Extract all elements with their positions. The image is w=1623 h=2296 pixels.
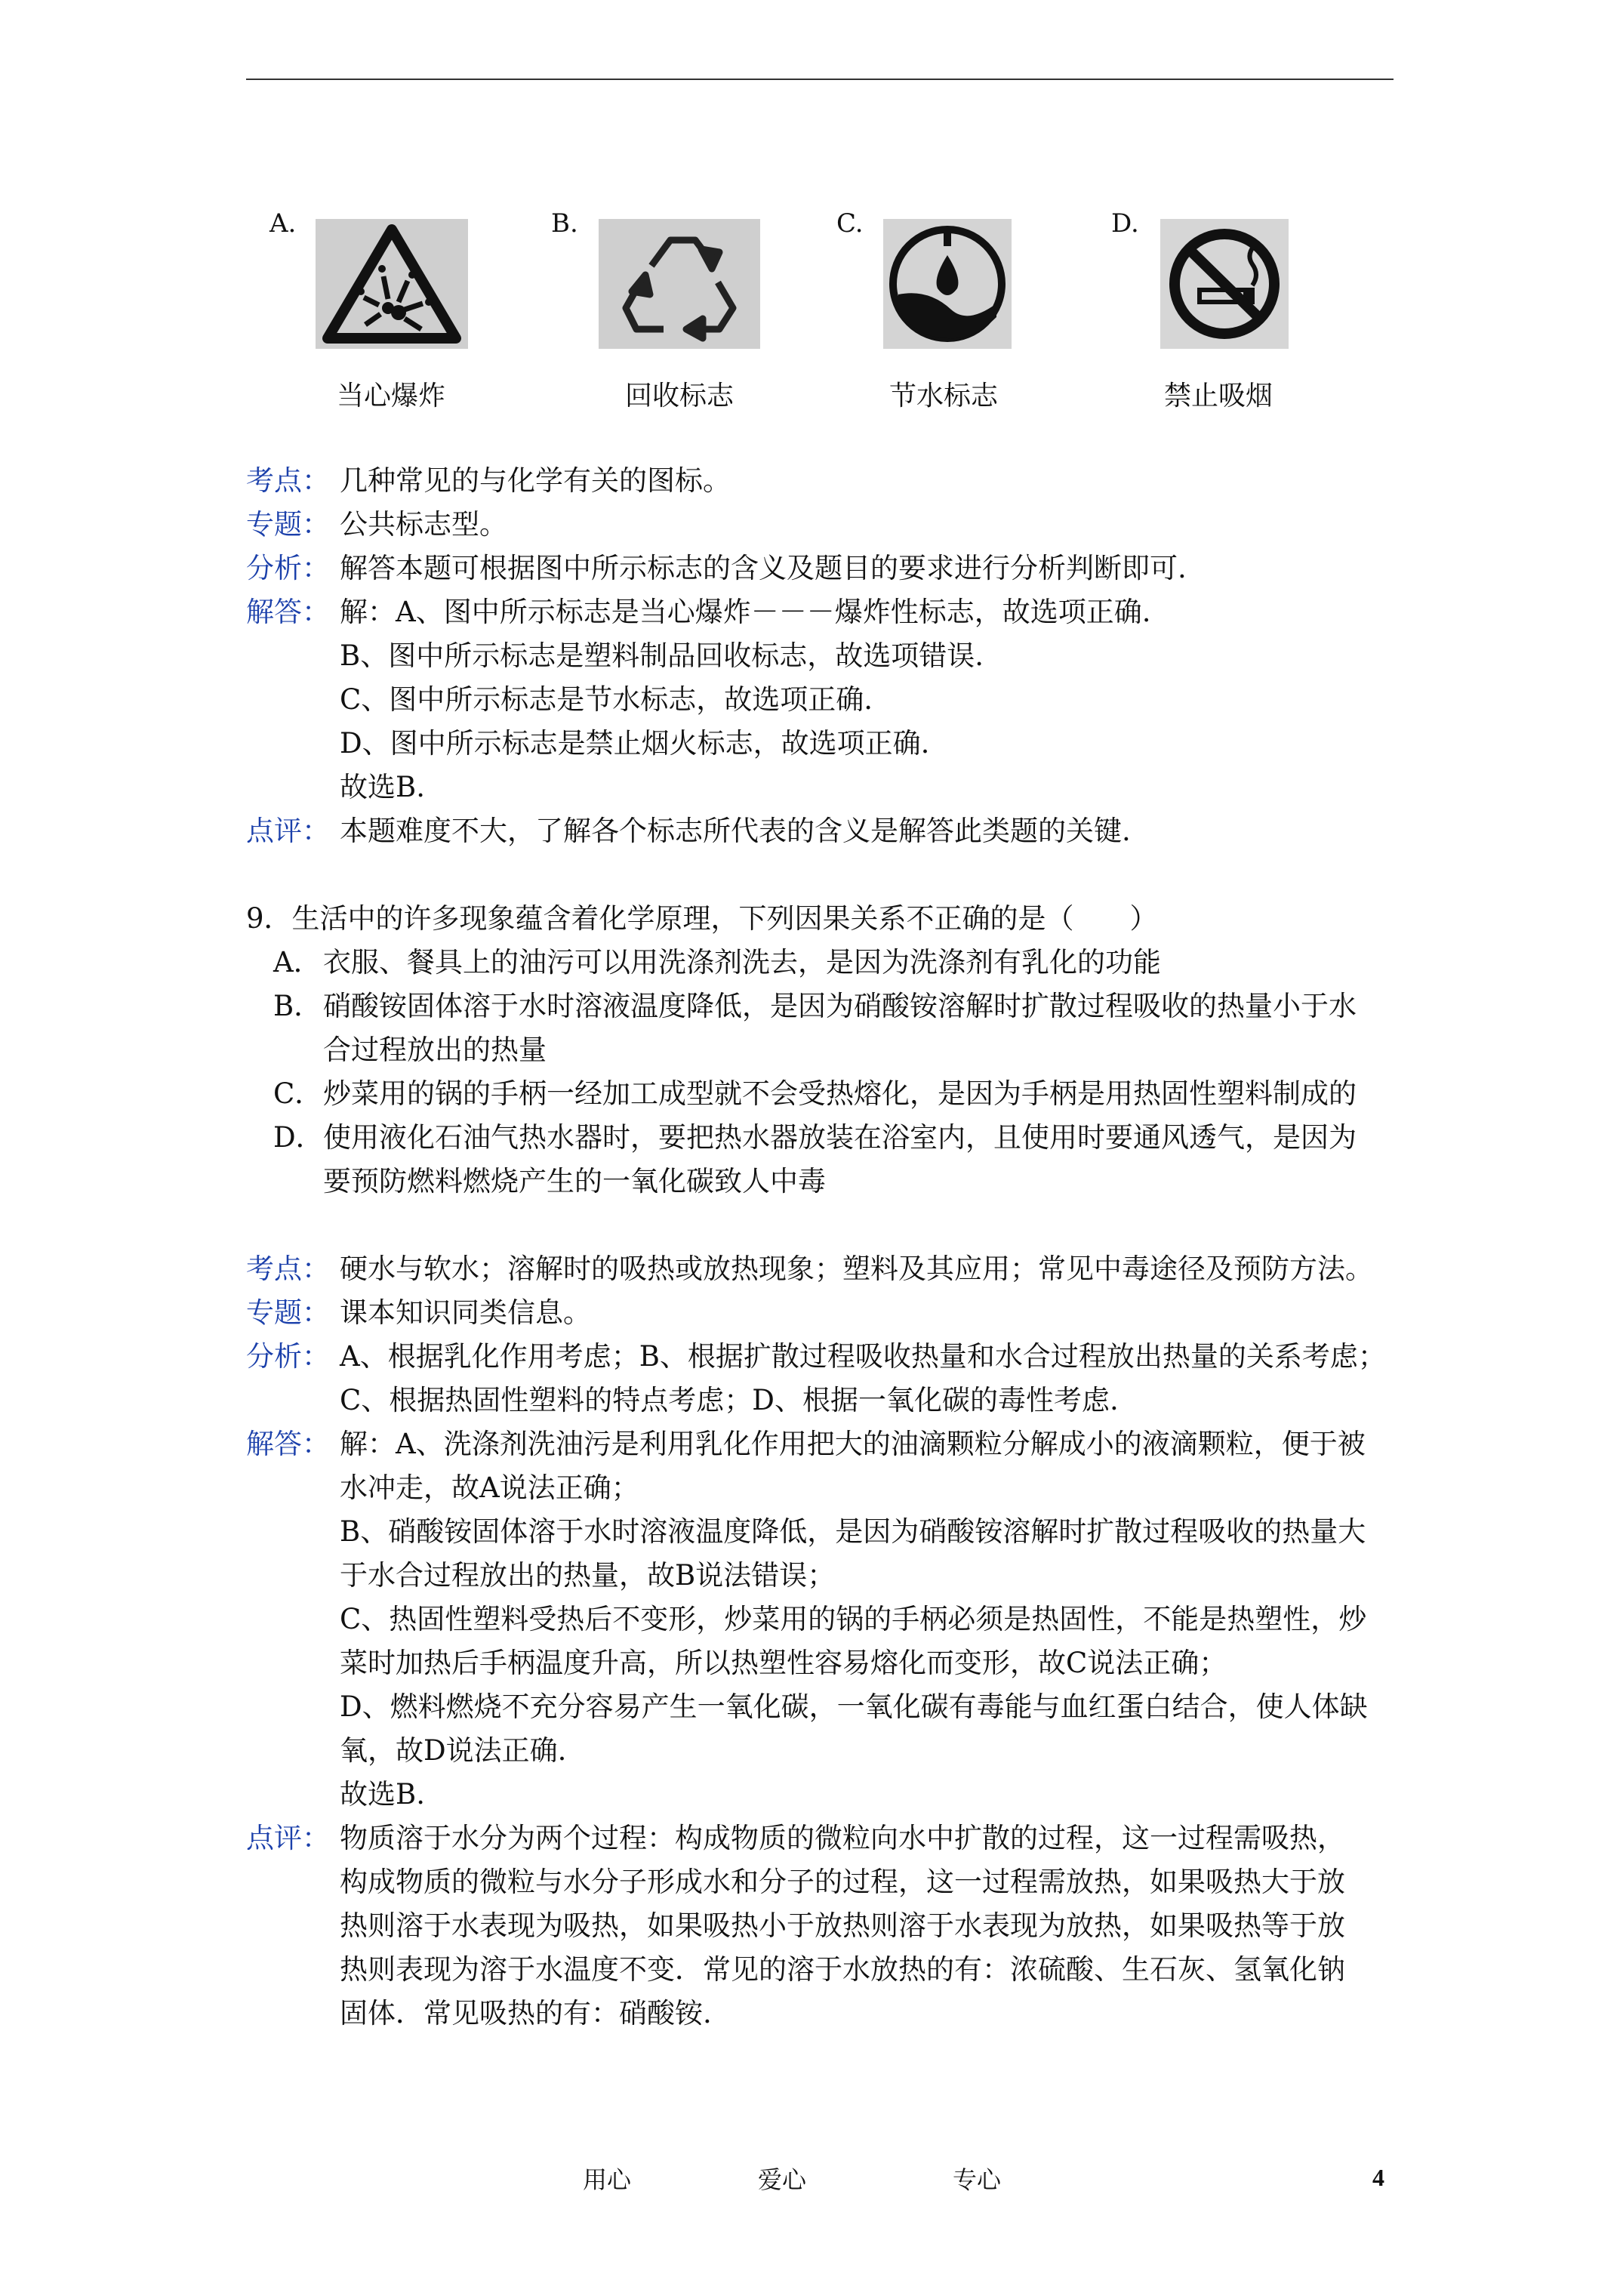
- q8-dianping-label: 点评：: [246, 815, 330, 847]
- q9-choice-a-letter: A．: [273, 946, 322, 978]
- q9-choice-d-letter: D．: [273, 1121, 324, 1154]
- footer-item-zhuanxin: 专心: [953, 2165, 1002, 2194]
- footer-item-yongxin: 用心: [583, 2165, 632, 2194]
- q9-fenxi-line-2: C、根据热固性塑料的特点考虑；D、根据一氧化碳的毒性考虑.: [340, 1384, 1119, 1416]
- q9-jieda-line-1: 解：A、洗涤剂洗油污是利用乳化作用把大的油滴颗粒分解成小的液滴颗粒，便于被: [340, 1428, 1366, 1460]
- q9-jieda-line-2: 水冲走，故A说法正确；: [340, 1472, 639, 1504]
- q9-choice-c-text: 炒菜用的锅的手柄一经加工成型就不会受热熔化，是因为手柄是用热固性塑料制成的: [323, 1077, 1357, 1110]
- q9-choice-c-letter: C．: [273, 1077, 323, 1110]
- q8-zhuanti-text: 公共标志型。: [340, 508, 507, 541]
- option-d-letter: D.: [1111, 208, 1139, 239]
- option-b-caption: 回收标志: [624, 381, 734, 411]
- q9-dianping-line-2: 构成物质的微粒与水分子形成水和分子的过程，这一过程需放热，如果吸热大于放: [340, 1866, 1345, 1898]
- q8-kaodian-label: 考点：: [246, 464, 330, 497]
- q9-dianping-line-1: 物质溶于水分为两个过程：构成物质的微粒向水中扩散的过程，这一过程需吸热，: [340, 1822, 1345, 1854]
- q9-dianping-line-4: 热则表现为溶于水温度不变．常见的溶于水放热的有：浓硫酸、生石灰、氢氧化钠: [340, 1953, 1345, 1986]
- q9-jieda-line-9: 故选B.: [340, 1778, 425, 1811]
- q9-dianping-label: 点评：: [246, 1822, 330, 1854]
- header-rule: [246, 79, 1394, 80]
- q9-choice-b-text-2: 合过程放出的热量: [323, 1034, 547, 1066]
- q9-zhuanti-text: 课本知识同类信息。: [340, 1296, 591, 1329]
- no-smoking-icon: [1160, 219, 1289, 349]
- q9-jieda-line-7: D、燃料燃烧不充分容易产生一氧化碳，一氧化碳有毒能与血红蛋白结合，使人体缺: [340, 1690, 1368, 1723]
- q9-jieda-line-4: 于水合过程放出的热量，故B说法错误；: [340, 1559, 836, 1592]
- q8-jieda-line-2: B、图中所示标志是塑料制品回收标志，故选项错误.: [340, 639, 984, 672]
- q8-dianping-text: 本题难度不大，了解各个标志所代表的含义是解答此类题的关键.: [340, 815, 1131, 847]
- option-a-letter: A.: [269, 208, 297, 239]
- option-c-caption: 节水标志: [888, 381, 998, 411]
- q8-jieda-line-1: 解：A、图中所示标志是当心爆炸－－－爆炸性标志，故选项正确.: [340, 596, 1151, 628]
- q8-jieda-label: 解答：: [246, 596, 330, 628]
- water-saving-icon: [883, 219, 1012, 349]
- q9-choice-b-letter: B．: [273, 990, 322, 1022]
- q9-kaodian-label: 考点：: [246, 1253, 330, 1285]
- q9-jieda-line-6: 菜时加热后手柄温度升高，所以热塑性容易熔化而变形，故C说法正确；: [340, 1647, 1227, 1679]
- q9-kaodian-text: 硬水与软水；溶解时的吸热或放热现象；塑料及其应用；常见中毒途径及预防方法。: [340, 1253, 1373, 1285]
- q8-fenxi-label: 分析：: [246, 552, 330, 584]
- footer-item-aixin: 爱心: [758, 2165, 807, 2194]
- q9-choice-d-text-2: 要预防燃料燃烧产生的一氧化碳致人中毒: [323, 1165, 826, 1197]
- option-c-letter: C.: [836, 208, 864, 239]
- q8-zhuanti-label: 专题：: [246, 508, 330, 541]
- q9-jieda-line-3: B、硝酸铵固体溶于水时溶液温度降低，是因为硝酸铵溶解时扩散过程吸收的热量大: [340, 1515, 1366, 1548]
- option-d-caption: 禁止吸烟: [1163, 381, 1273, 411]
- option-a-caption: 当心爆炸: [336, 381, 445, 411]
- q8-jieda-line-3: C、图中所示标志是节水标志，故选项正确.: [340, 683, 873, 716]
- q9-fenxi-line-1: A、根据乳化作用考虑；B、根据扩散过程吸收热量和水合过程放出热量的关系考虑；: [340, 1340, 1386, 1373]
- q9-choice-b-text-1: 硝酸铵固体溶于水时溶液温度降低，是因为硝酸铵溶解时扩散过程吸收的热量小于水: [323, 990, 1357, 1022]
- q9-dianping-line-3: 热则溶于水表现为吸热，如果吸热小于放热则溶于水表现为放热，如果吸热等于放: [340, 1909, 1345, 1942]
- q9-choice-a-text: 衣服、餐具上的油污可以用洗涤剂洗去，是因为洗涤剂有乳化的功能: [323, 946, 1161, 978]
- q9-fenxi-label: 分析：: [246, 1340, 330, 1373]
- explosion-warning-icon: [316, 219, 468, 349]
- q8-jieda-line-5: 故选B.: [340, 771, 425, 803]
- page-number: 4: [1372, 2164, 1384, 2191]
- q9-zhuanti-label: 专题：: [246, 1296, 330, 1329]
- q9-dianping-line-5: 固体．常见吸热的有：硝酸铵.: [340, 1997, 712, 2029]
- option-b-letter: B.: [551, 208, 578, 239]
- q8-jieda-line-4: D、图中所示标志是禁止烟火标志，故选项正确.: [340, 727, 930, 760]
- q9-jieda-label: 解答：: [246, 1428, 330, 1460]
- q9-stem: 9．生活中的许多现象蕴含着化学原理，下列因果关系不正确的是（ ）: [246, 902, 1158, 935]
- q9-choice-d-text-1: 使用液化石油气热水器时，要把热水器放装在浴室内，且使用时要通风透气，是因为: [323, 1121, 1357, 1154]
- q9-jieda-line-5: C、热固性塑料受热后不变形，炒菜用的锅的手柄必须是热固性，不能是热塑性，炒: [340, 1603, 1367, 1635]
- q9-jieda-line-8: 氧，故D说法正确.: [340, 1734, 567, 1767]
- q8-fenxi-text: 解答本题可根据图中所示标志的含义及题目的要求进行分析判断即可.: [340, 552, 1187, 584]
- q8-kaodian-text: 几种常见的与化学有关的图标。: [340, 464, 731, 497]
- recycle-icon: [599, 219, 760, 349]
